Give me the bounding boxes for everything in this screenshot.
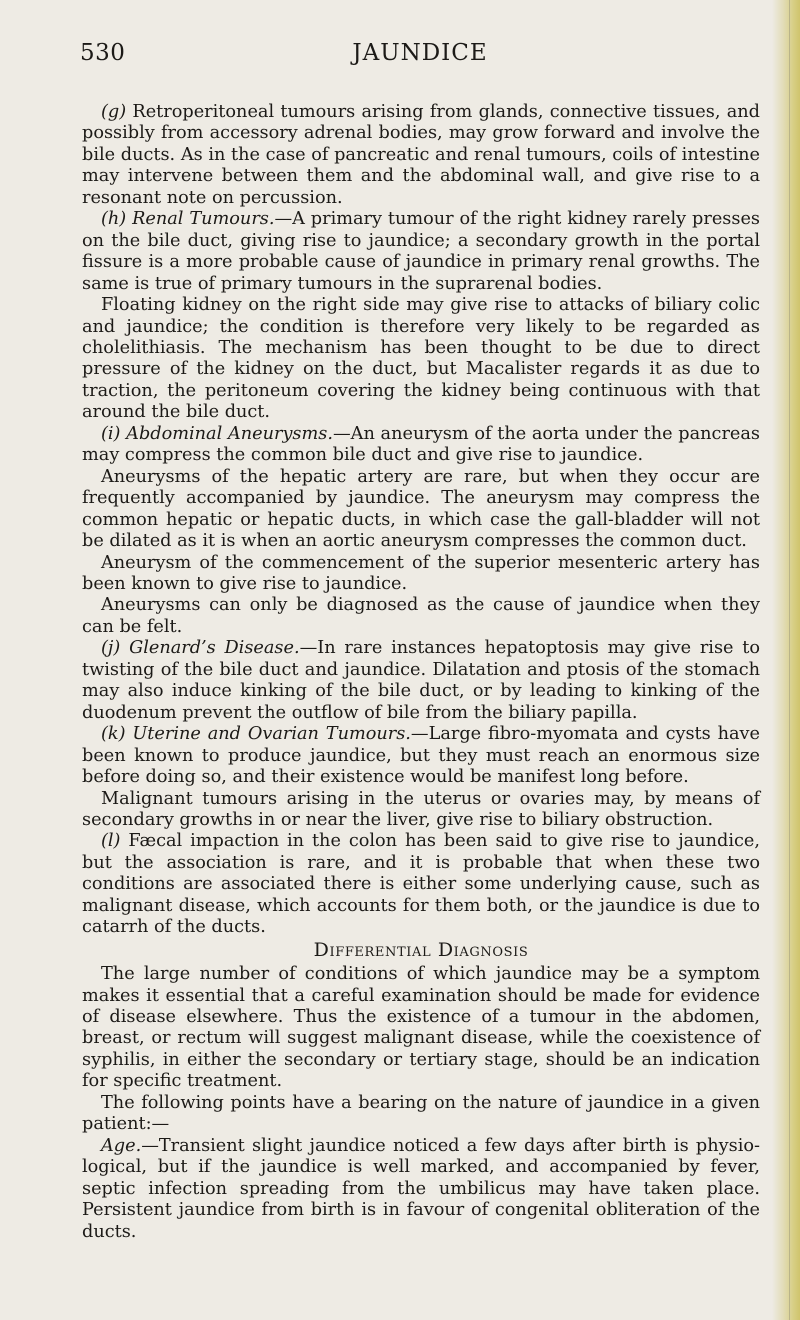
page-edge-line <box>789 0 790 1320</box>
label-l: (l) <box>101 831 121 852</box>
paragraph-floating-kidney: Floating kidney on the right side may give rise to attacks of biliary colic and jaundice; the condition is therefore very likely to be regarded as cholelithiasis. The mechanism has been thought to be due to direct pressure of the kidney on the duct, but Macalister regards it as due to traction, the peritoneum covering the kidney being continuous with that around the bile duct. <box>82 295 760 423</box>
label-g: (g) <box>101 102 127 122</box>
label-h: (h) <box>101 209 127 230</box>
text-j: —In rare instances hepatoptosis may give rise to twisting of the bile duct and jaundice. Dilatation and ptosis of the stomach may also induce kinking of the bile duct, or by leading to kinking of the duodenum prevent the outflow of bile from the biliary papilla. <box>82 638 761 723</box>
paragraph-age <box>82 1136 760 1243</box>
paragraph-l <box>82 831 760 938</box>
section-heading: Differential Diagnosis <box>313 938 529 961</box>
paragraph-g <box>82 102 760 209</box>
text-g: Retroperitoneal tumours arising from glands, connective tissues, and possibly from accessory adrenal bodies, may grow forward and involve the bile ducts. As in the case of pancreatic and renal tumours, coils of intestine may intervene between them and the abdominal wall, and give rise to a resonant note on percussion. <box>82 102 760 208</box>
text-i: —An aneurysm of the aorta under the pancreas may compress the common bile duct and give rise to jaundice. <box>82 423 760 466</box>
paragraph-k <box>82 724 760 788</box>
text-k: —Large fibro-myomata and cysts have been known to produce jaundice, but they must reach an enormous size before doing so, and their existence would be manifest long before. <box>82 724 760 788</box>
paragraph-hepatic-aneurysms: Aneurysms of the hepatic artery are rare, but when they occur are frequently accompanied by jaundice. The aneurysm may compress the common hepatic or hepatic ducts, in which case the gall-bladder will not be dilated as it is when an aortic aneurysm compresses the common duct. <box>82 466 760 552</box>
paragraph-h <box>82 209 760 295</box>
title-glenards-disease: Glenard’s Disease. <box>129 638 300 659</box>
page-edge <box>772 0 800 1320</box>
page-header <box>80 40 760 70</box>
title-uterine-ovarian: Uterine and Ovarian Tumours. <box>132 724 411 745</box>
text-age: —Transient slight jaundice noticed a few days after birth is physio-logical, but if the jaundice is well marked, and accompanied by fever, septic infection spreading from the umbilicus may have taken place. Persistent jaundice from birth is in favour of congenital obliteration of the ducts. <box>82 1135 760 1242</box>
label-j: (j) <box>101 638 121 659</box>
paragraph-j <box>82 638 760 724</box>
paragraph-following: The following points have a bearing on the nature of jaundice in a given patient:— <box>82 1092 760 1135</box>
running-title: JAUNDICE <box>352 40 488 66</box>
paragraph-i <box>82 424 760 467</box>
title-age: Age. <box>101 1135 142 1156</box>
text-l: Fæcal impaction in the colon has been said to give rise to jaundice, but the association is rare, and it is probable that when these two conditions are associated there is either some underlying cause, such as malignant disease, which accounts for them both, or the jaundice is due to catarrh of the ducts. <box>82 831 760 938</box>
paragraph-diagnosed: Aneurysms can only be diagnosed as the cause of jaundice when they can be felt. <box>82 595 760 637</box>
title-abdominal-aneurysms: Abdominal Aneurysms. <box>126 423 333 444</box>
label-k: (k) <box>101 724 126 745</box>
text-h: —A primary tumour of the right kidney rarely presses on the bile duct, giving rise to jaundice; a secondary growth in the portal fissure is a more probable cause of jaundice in primary renal growths. The same is true of primary tumours in the suprarenal bodies. <box>82 209 760 294</box>
paragraph-mesenteric: Aneurysm of the commencement of the superior mesenteric artery has been known to give rise to jaundice. <box>82 552 760 594</box>
paragraph-malignant: Malignant tumours arising in the uterus or ovaries may, by means of secondary growths in or near the liver, give rise to biliary obstruction. <box>82 788 760 830</box>
paragraph-large-number: The large number of conditions of which jaundice may be a symptom makes it essential that a careful examination should be made for evidence of disease elsewhere. Thus the existence of a tumour in the abdomen, breast, or rectum will suggest malignant disease, while the coexistence of syphilis, in either the secondary or tertiary stage, should be an indication for specific treatment. <box>82 964 760 1092</box>
title-renal-tumours: Renal Tumours. <box>132 209 275 230</box>
page-number: 530 <box>80 40 126 66</box>
page-body <box>82 102 760 1243</box>
label-i: (i) <box>101 423 121 444</box>
